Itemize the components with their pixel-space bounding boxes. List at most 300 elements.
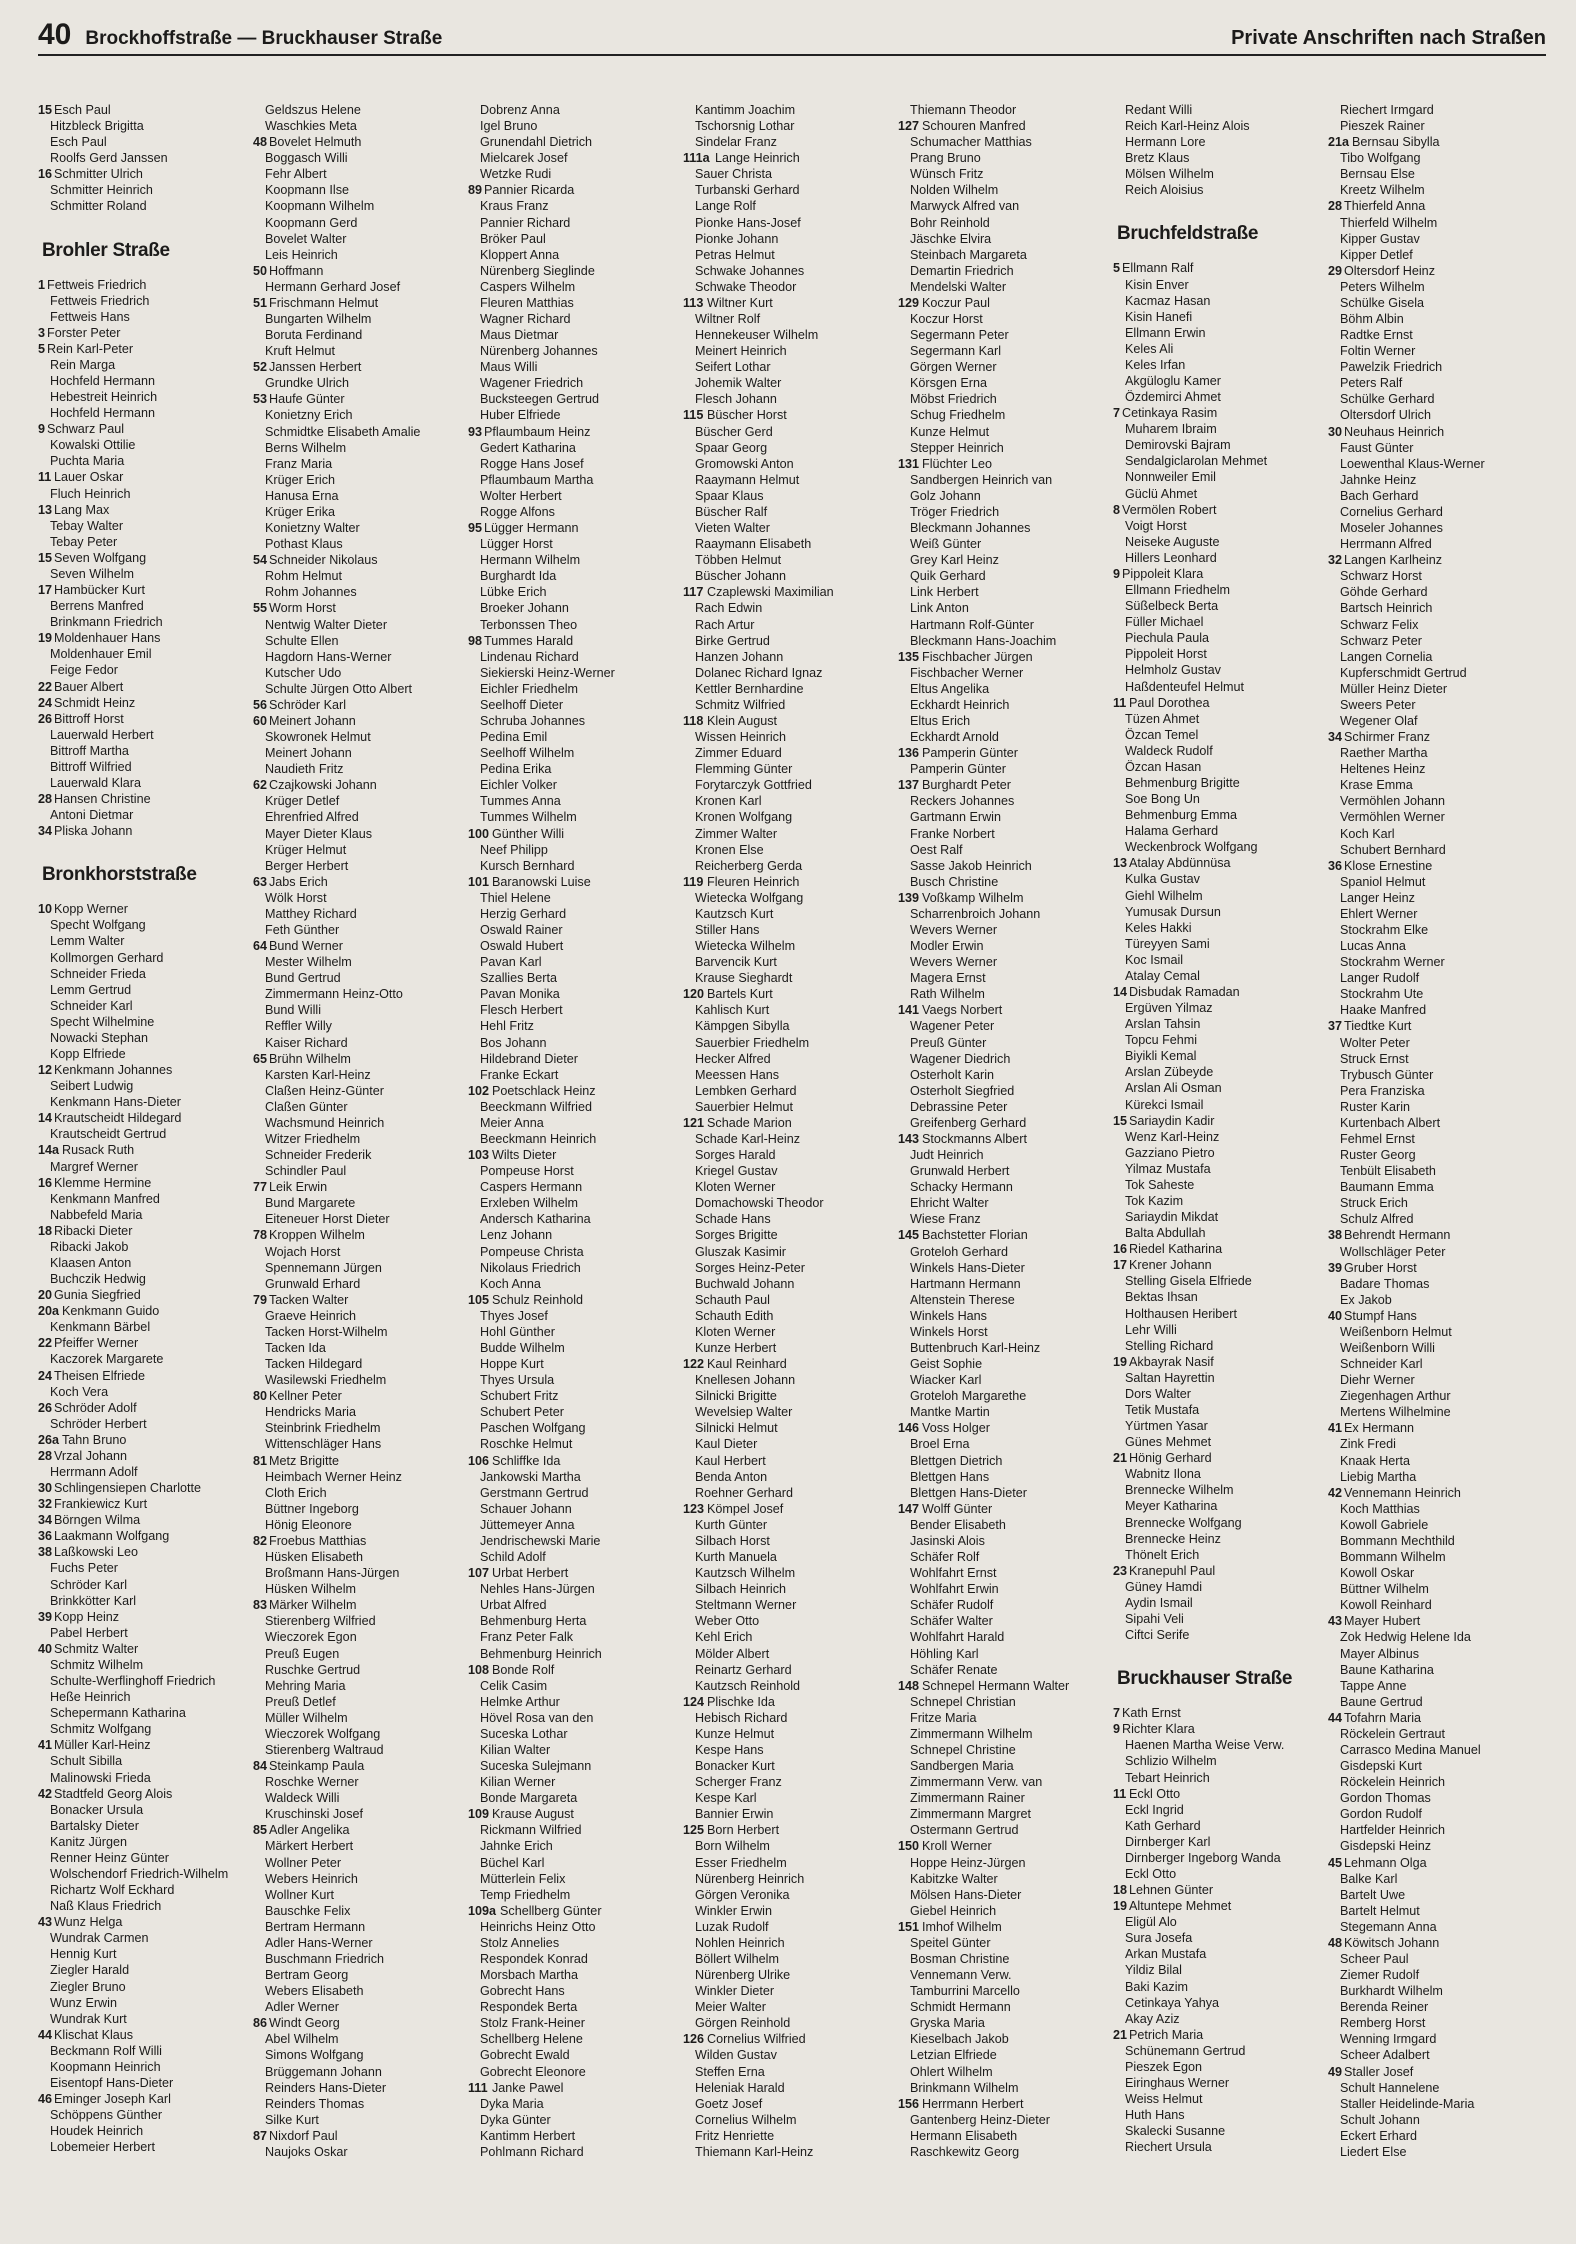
resident-entry bbox=[1113, 791, 1328, 807]
house-number: 3 bbox=[38, 325, 46, 340]
resident-entry bbox=[468, 424, 683, 440]
resident-entry bbox=[1328, 311, 1543, 327]
resident-entry bbox=[38, 518, 253, 534]
house-number: 52 bbox=[253, 360, 268, 375]
resident-name: Eiringhaus Werner bbox=[1125, 2075, 1230, 2090]
resident-name: Sasse Jakob Heinrich bbox=[910, 858, 1032, 873]
resident-entry bbox=[468, 938, 683, 954]
resident-name: Kellner Peter bbox=[269, 1389, 342, 1404]
resident-name: Lübke Erich bbox=[480, 585, 547, 600]
resident-entry bbox=[253, 1967, 468, 1983]
resident-name: Keles Ali bbox=[1125, 341, 1174, 356]
resident-name: Voßkamp Wilhelm bbox=[922, 890, 1024, 905]
resident-name: Wagener Friedrich bbox=[480, 376, 584, 391]
resident-entry bbox=[253, 649, 468, 665]
house-number: 13 bbox=[1113, 856, 1128, 871]
resident-entry bbox=[468, 375, 683, 391]
resident-entry bbox=[898, 1710, 1113, 1726]
resident-name: Pedina Emil bbox=[480, 730, 548, 745]
resident-name: Hermann Wilhelm bbox=[480, 553, 581, 568]
resident-name: Tebart Heinrich bbox=[1125, 1770, 1210, 1785]
resident-name: Hebisch Richard bbox=[695, 1710, 788, 1725]
resident-name: Nonnweiler Emil bbox=[1125, 470, 1216, 485]
resident-entry bbox=[683, 922, 898, 938]
resident-name: Adler Werner bbox=[265, 2000, 339, 2015]
resident-entry bbox=[253, 2047, 468, 2063]
resident-name: Schnepel Christine bbox=[910, 1742, 1016, 1757]
resident-entry bbox=[683, 1485, 898, 1501]
resident-entry bbox=[253, 1822, 468, 1838]
resident-name: Sorges Heinz-Peter bbox=[695, 1260, 805, 1275]
resident-name: Schirmer Franz bbox=[1344, 730, 1431, 745]
resident-name: Brinkmann Wilhelm bbox=[910, 2080, 1019, 2095]
resident-name: Többen Helmut bbox=[695, 553, 782, 568]
resident-entry bbox=[38, 309, 253, 325]
resident-name: Schäfer Renate bbox=[910, 1662, 998, 1677]
resident-entry bbox=[683, 1179, 898, 1195]
house-number: 36 bbox=[1328, 858, 1343, 873]
resident-name: Fehmel Ernst bbox=[1340, 1132, 1415, 1146]
resident-name: Meinert Johann bbox=[269, 713, 356, 728]
resident-name: Heltenes Heinz bbox=[1340, 762, 1426, 777]
resident-entry bbox=[898, 1244, 1113, 1260]
resident-name: Barvencik Kurt bbox=[695, 955, 777, 970]
resident-name: Hebestreit Heinrich bbox=[50, 390, 158, 405]
resident-name: Wohlfahrt Erwin bbox=[910, 1582, 999, 1597]
resident-name: Reckers Johannes bbox=[910, 794, 1015, 809]
resident-name: Kantimm Joachim bbox=[695, 103, 796, 117]
house-number: 29 bbox=[1328, 263, 1343, 278]
resident-entry bbox=[898, 874, 1113, 890]
resident-name: Disbudak Ramadan bbox=[1129, 984, 1240, 999]
resident-name: Aydin Ismail bbox=[1125, 1595, 1193, 1610]
resident-name: Mayer Hubert bbox=[1344, 1614, 1421, 1629]
resident-entry bbox=[38, 1737, 253, 1753]
resident-name: Gordon Rudolf bbox=[1340, 1807, 1422, 1822]
resident-entry bbox=[1328, 1694, 1543, 1710]
resident-entry bbox=[1328, 745, 1543, 761]
resident-name: Weißenborn Willi bbox=[1340, 1341, 1435, 1356]
resident-name: Plischke Ida bbox=[707, 1694, 775, 1709]
resident-entry bbox=[683, 1035, 898, 1051]
resident-entry bbox=[253, 198, 468, 214]
resident-name: Kriegel Gustav bbox=[695, 1164, 778, 1179]
resident-name: Busch Christine bbox=[910, 874, 999, 889]
resident-entry bbox=[253, 986, 468, 1002]
resident-entry bbox=[1328, 1646, 1543, 1662]
resident-entry bbox=[468, 1324, 683, 1340]
resident-entry bbox=[38, 2123, 253, 2139]
resident-entry bbox=[683, 745, 898, 761]
resident-entry bbox=[898, 1018, 1113, 1034]
resident-entry bbox=[683, 954, 898, 970]
resident-name: Herrmann Adolf bbox=[50, 1465, 138, 1480]
resident-name: Bröker Paul bbox=[480, 231, 546, 246]
resident-entry bbox=[1328, 1453, 1543, 1469]
resident-name: Schröder Karl bbox=[50, 1577, 127, 1592]
resident-name: Bachstetter Florian bbox=[922, 1228, 1028, 1243]
resident-entry bbox=[683, 1195, 898, 1211]
resident-entry bbox=[1113, 630, 1328, 646]
resident-name: Bohr Reinhold bbox=[910, 215, 990, 230]
resident-entry bbox=[468, 391, 683, 407]
resident-name: Berger Herbert bbox=[265, 858, 349, 873]
resident-entry bbox=[38, 277, 253, 293]
resident-entry bbox=[468, 1340, 683, 1356]
resident-entry bbox=[898, 1436, 1113, 1452]
resident-name: Nikolaus Friedrich bbox=[480, 1260, 581, 1275]
resident-name: Bund Gertrud bbox=[265, 971, 341, 986]
resident-entry bbox=[38, 182, 253, 198]
resident-name: Czajkowski Johann bbox=[269, 778, 377, 793]
resident-entry bbox=[253, 1244, 468, 1260]
resident-entry bbox=[38, 998, 253, 1014]
resident-entry bbox=[683, 1838, 898, 1854]
resident-name: Eltus Angelika bbox=[910, 681, 990, 696]
house-number: 34 bbox=[38, 1513, 53, 1528]
resident-entry bbox=[898, 761, 1113, 777]
resident-entry bbox=[683, 1292, 898, 1308]
resident-name: Jüttemeyer Anna bbox=[480, 1517, 575, 1532]
resident-entry bbox=[468, 1983, 683, 1999]
resident-name: Hönig Gerhard bbox=[1129, 1451, 1212, 1466]
resident-name: Büttner Ingeborg bbox=[265, 1501, 359, 1516]
resident-name: Baune Katharina bbox=[1340, 1662, 1434, 1677]
resident-name: Pannier Richard bbox=[480, 215, 571, 230]
resident-entry bbox=[1113, 1531, 1328, 1547]
resident-entry bbox=[468, 600, 683, 616]
resident-name: Fettweis Friedrich bbox=[47, 277, 147, 292]
resident-name: Huber Elfriede bbox=[480, 408, 561, 423]
resident-entry bbox=[468, 1710, 683, 1726]
resident-name: Broßmann Hans-Jürgen bbox=[265, 1566, 400, 1581]
resident-entry bbox=[468, 1806, 683, 1822]
resident-entry bbox=[1113, 1080, 1328, 1096]
resident-entry bbox=[253, 2144, 468, 2160]
resident-name: Rogge Alfons bbox=[480, 504, 555, 519]
resident-entry bbox=[253, 1195, 468, 1211]
resident-name: Schulz Alfred bbox=[1340, 1212, 1414, 1227]
resident-entry bbox=[468, 134, 683, 150]
resident-entry bbox=[253, 890, 468, 906]
resident-entry bbox=[898, 617, 1113, 633]
resident-name: Klemme Hermine bbox=[54, 1175, 152, 1190]
resident-entry bbox=[253, 1597, 468, 1613]
resident-entry bbox=[38, 901, 253, 917]
resident-entry bbox=[253, 842, 468, 858]
resident-entry bbox=[38, 679, 253, 695]
resident-entry bbox=[898, 2128, 1113, 2144]
resident-entry bbox=[898, 1967, 1113, 1983]
resident-entry bbox=[898, 327, 1113, 343]
resident-entry bbox=[1113, 1113, 1328, 1129]
house-number: 24 bbox=[38, 695, 53, 710]
resident-name: Bauschke Felix bbox=[265, 1903, 351, 1918]
resident-entry bbox=[253, 1887, 468, 1903]
resident-name: Remberg Horst bbox=[1340, 2016, 1426, 2031]
resident-entry bbox=[898, 1742, 1113, 1758]
resident-entry bbox=[468, 182, 683, 198]
resident-name: Thiemann Theodor bbox=[910, 103, 1017, 117]
resident-entry bbox=[468, 279, 683, 295]
resident-name: Bosman Christine bbox=[910, 1951, 1010, 1966]
resident-name: Kopp Werner bbox=[54, 902, 128, 917]
resident-name: Märker Wilhelm bbox=[269, 1598, 357, 1613]
resident-name: Wunz Helga bbox=[54, 1915, 123, 1930]
resident-entry bbox=[468, 1549, 683, 1565]
resident-name: Keles Irfan bbox=[1125, 357, 1186, 372]
resident-entry bbox=[1113, 1145, 1328, 1161]
resident-name: Güclü Ahmet bbox=[1125, 486, 1198, 501]
house-number: 34 bbox=[1328, 730, 1343, 745]
resident-entry bbox=[468, 1726, 683, 1742]
resident-entry bbox=[38, 775, 253, 791]
resident-name: Eiteneuer Horst Dieter bbox=[265, 1212, 390, 1227]
resident-name: Struck Erich bbox=[1340, 1196, 1408, 1211]
resident-name: Akbayrak Nasif bbox=[1129, 1354, 1214, 1369]
resident-entry bbox=[38, 695, 253, 711]
resident-name: Hillers Leonhard bbox=[1125, 550, 1217, 565]
resident-entry bbox=[38, 502, 253, 518]
house-number: 30 bbox=[38, 1481, 53, 1496]
resident-name: Stadtfeld Georg Alois bbox=[54, 1786, 173, 1801]
resident-entry bbox=[683, 1919, 898, 1935]
resident-name: Dirnberger Ingeborg Wanda bbox=[1125, 1850, 1281, 1865]
resident-name: Ergüven Yilmaz bbox=[1125, 1001, 1213, 1016]
resident-entry bbox=[683, 890, 898, 906]
resident-entry bbox=[1328, 1356, 1543, 1372]
house-number: 42 bbox=[1328, 1485, 1343, 1500]
resident-name: Hecker Alfred bbox=[695, 1051, 771, 1066]
resident-entry bbox=[1113, 952, 1328, 968]
resident-name: Hermann Lore bbox=[1125, 135, 1206, 150]
resident-entry bbox=[898, 1662, 1113, 1678]
resident-entry bbox=[253, 2064, 468, 2080]
resident-name: Kabitzke Walter bbox=[910, 1871, 998, 1886]
resident-entry bbox=[38, 2027, 253, 2043]
house-number: 65 bbox=[253, 1051, 268, 1066]
resident-entry bbox=[898, 1340, 1113, 1356]
resident-name: Lucas Anna bbox=[1340, 939, 1406, 954]
resident-entry bbox=[253, 1163, 468, 1179]
resident-name: Moldenhauer Emil bbox=[50, 647, 152, 662]
resident-name: Altuntepe Mehmet bbox=[1129, 1899, 1232, 1914]
house-number: 146 bbox=[898, 1421, 920, 1436]
resident-name: Pionke Johann bbox=[695, 231, 779, 246]
resident-name: Sariaydin Kadir bbox=[1129, 1113, 1215, 1128]
resident-entry bbox=[898, 777, 1113, 793]
resident-entry bbox=[38, 791, 253, 807]
resident-name: Foltin Werner bbox=[1340, 344, 1416, 359]
resident-entry bbox=[898, 1903, 1113, 1919]
resident-name: Moldenhauer Hans bbox=[54, 631, 161, 646]
resident-name: Tappe Anne bbox=[1340, 1678, 1407, 1693]
resident-name: Türeyyen Sami bbox=[1125, 936, 1210, 951]
resident-entry bbox=[253, 1565, 468, 1581]
house-number: 137 bbox=[898, 778, 920, 793]
resident-name: Wieczorek Wolfgang bbox=[265, 1726, 381, 1741]
resident-name: Altenstein Therese bbox=[910, 1292, 1015, 1307]
resident-name: Tacken Horst-Wilhelm bbox=[265, 1324, 388, 1339]
resident-name: Janssen Herbert bbox=[269, 360, 362, 375]
resident-name: Bovelet Helmuth bbox=[269, 135, 362, 150]
resident-name: Szallies Berta bbox=[480, 971, 557, 986]
resident-name: Fleuren Heinrich bbox=[707, 874, 800, 889]
house-number: 51 bbox=[253, 295, 268, 310]
house-number: 123 bbox=[683, 1501, 705, 1516]
resident-name: Böhm Albin bbox=[1340, 312, 1404, 327]
resident-entry bbox=[898, 1002, 1113, 1018]
resident-entry bbox=[1113, 646, 1328, 662]
house-number: 11 bbox=[1113, 695, 1127, 710]
resident-entry bbox=[1113, 759, 1328, 775]
resident-entry bbox=[683, 552, 898, 568]
resident-name: Frischmann Helmut bbox=[269, 295, 379, 310]
resident-entry bbox=[468, 102, 683, 118]
resident-name: Fleuren Matthias bbox=[480, 295, 574, 310]
resident-entry bbox=[1113, 1000, 1328, 1016]
resident-name: Haßdenteufel Helmut bbox=[1125, 679, 1245, 694]
resident-entry bbox=[898, 1099, 1113, 1115]
resident-entry bbox=[898, 247, 1113, 263]
resident-entry bbox=[1113, 1721, 1328, 1737]
resident-entry bbox=[38, 1335, 253, 1351]
resident-entry bbox=[468, 970, 683, 986]
resident-name: Kupferschmidt Gertrud bbox=[1340, 665, 1467, 680]
resident-name: Brennecke Heinz bbox=[1125, 1531, 1221, 1546]
resident-name: Link Herbert bbox=[910, 585, 979, 600]
resident-entry bbox=[38, 2075, 253, 2091]
house-number: 20a bbox=[38, 1304, 60, 1319]
resident-entry bbox=[683, 697, 898, 713]
resident-name: Yildiz Bilal bbox=[1125, 1963, 1182, 1978]
resident-name: Pedina Erika bbox=[480, 762, 552, 777]
resident-entry bbox=[253, 777, 468, 793]
resident-name: Sauerbier Friedhelm bbox=[695, 1035, 810, 1050]
resident-name: Schacky Hermann bbox=[910, 1180, 1013, 1195]
resident-entry bbox=[253, 343, 468, 359]
resident-entry bbox=[253, 359, 468, 375]
resident-name: Staller Heidelinde-Maria bbox=[1340, 2096, 1475, 2111]
resident-entry bbox=[898, 665, 1113, 681]
resident-entry bbox=[1328, 713, 1543, 729]
resident-entry bbox=[1113, 166, 1328, 182]
resident-entry bbox=[468, 2128, 683, 2144]
resident-name: Sandbergen Heinrich van bbox=[910, 472, 1053, 487]
resident-name: Wegener Olaf bbox=[1340, 713, 1418, 728]
resident-entry bbox=[898, 2015, 1113, 2031]
resident-entry bbox=[38, 1721, 253, 1737]
house-number: 9 bbox=[38, 422, 46, 437]
resident-name: Kunze Helmut bbox=[910, 424, 990, 439]
resident-name: Behmenburg Heinrich bbox=[480, 1646, 602, 1661]
resident-entry bbox=[898, 1919, 1113, 1935]
resident-entry bbox=[1113, 968, 1328, 984]
resident-entry bbox=[683, 1662, 898, 1678]
resident-name: Stelling Gisela Elfriede bbox=[1125, 1274, 1252, 1289]
resident-entry bbox=[468, 713, 683, 729]
resident-name: Hennig Kurt bbox=[50, 1947, 117, 1962]
resident-name: Süßelbeck Berta bbox=[1125, 599, 1219, 614]
resident-entry bbox=[1113, 904, 1328, 920]
resident-name: Kettler Bernhardine bbox=[695, 681, 804, 696]
resident-entry bbox=[38, 759, 253, 775]
resident-name: Herzig Gerhard bbox=[480, 906, 567, 921]
resident-entry bbox=[1113, 309, 1328, 325]
resident-name: Kisin Enver bbox=[1125, 277, 1189, 292]
resident-entry bbox=[683, 1469, 898, 1485]
resident-entry bbox=[1113, 373, 1328, 389]
resident-name: Wunz Erwin bbox=[50, 1995, 117, 2010]
resident-name: Tebay Peter bbox=[50, 534, 118, 549]
resident-entry bbox=[468, 906, 683, 922]
resident-name: Schouren Manfred bbox=[922, 119, 1026, 134]
resident-entry bbox=[683, 472, 898, 488]
house-number: 7 bbox=[1113, 1706, 1121, 1721]
resident-name: Brennecke Wilhelm bbox=[1125, 1483, 1234, 1498]
resident-entry bbox=[898, 552, 1113, 568]
resident-entry bbox=[683, 986, 898, 1002]
resident-name: Schellberg Helene bbox=[480, 2032, 583, 2047]
resident-name: Gruber Horst bbox=[1344, 1260, 1417, 1275]
resident-entry bbox=[38, 950, 253, 966]
resident-name: Tibo Wolfgang bbox=[1340, 151, 1421, 166]
resident-entry bbox=[253, 1324, 468, 1340]
resident-entry bbox=[1328, 584, 1543, 600]
resident-name: Kipper Gustav bbox=[1340, 231, 1420, 246]
resident-entry bbox=[1328, 263, 1543, 279]
resident-name: Preuß Detlef bbox=[265, 1694, 336, 1709]
resident-entry bbox=[1328, 1244, 1543, 1260]
resident-entry bbox=[253, 970, 468, 986]
resident-entry bbox=[898, 986, 1113, 1002]
resident-entry bbox=[468, 826, 683, 842]
resident-entry bbox=[1328, 456, 1543, 472]
resident-entry bbox=[1113, 453, 1328, 469]
house-number: 5 bbox=[1113, 261, 1121, 276]
house-number: 32 bbox=[38, 1497, 53, 1512]
resident-name: Gunia Siegfried bbox=[54, 1288, 141, 1303]
resident-name: Schruba Johannes bbox=[480, 713, 586, 728]
resident-entry bbox=[1328, 874, 1543, 890]
resident-name: Heinrichs Heinz Otto bbox=[480, 1919, 596, 1934]
resident-entry bbox=[1113, 1177, 1328, 1193]
resident-entry bbox=[468, 1469, 683, 1485]
resident-name: Waschkies Meta bbox=[265, 119, 357, 134]
resident-entry bbox=[253, 2128, 468, 2144]
resident-entry bbox=[468, 986, 683, 1002]
resident-entry bbox=[38, 486, 253, 502]
resident-entry bbox=[898, 826, 1113, 842]
resident-entry bbox=[898, 1694, 1113, 1710]
resident-name: Luzak Rudolf bbox=[695, 1919, 769, 1934]
resident-entry bbox=[1328, 633, 1543, 649]
resident-name: Bonacker Kurt bbox=[695, 1759, 775, 1774]
resident-name: Thierfeld Anna bbox=[1344, 199, 1426, 214]
resident-entry bbox=[468, 536, 683, 552]
resident-name: Schmitz Wolfgang bbox=[50, 1722, 152, 1737]
resident-name: Müller Heinz Dieter bbox=[1340, 681, 1448, 696]
resident-name: Büchel Karl bbox=[480, 1855, 545, 1870]
resident-name: Laakmann Wolfgang bbox=[54, 1529, 170, 1544]
resident-entry bbox=[1113, 566, 1328, 582]
resident-entry bbox=[1328, 842, 1543, 858]
resident-entry bbox=[468, 1260, 683, 1276]
resident-entry bbox=[683, 1099, 898, 1115]
resident-entry bbox=[253, 681, 468, 697]
resident-name: Ellmann Friedhelm bbox=[1125, 583, 1230, 598]
resident-name: Kunze Herbert bbox=[695, 1341, 777, 1356]
